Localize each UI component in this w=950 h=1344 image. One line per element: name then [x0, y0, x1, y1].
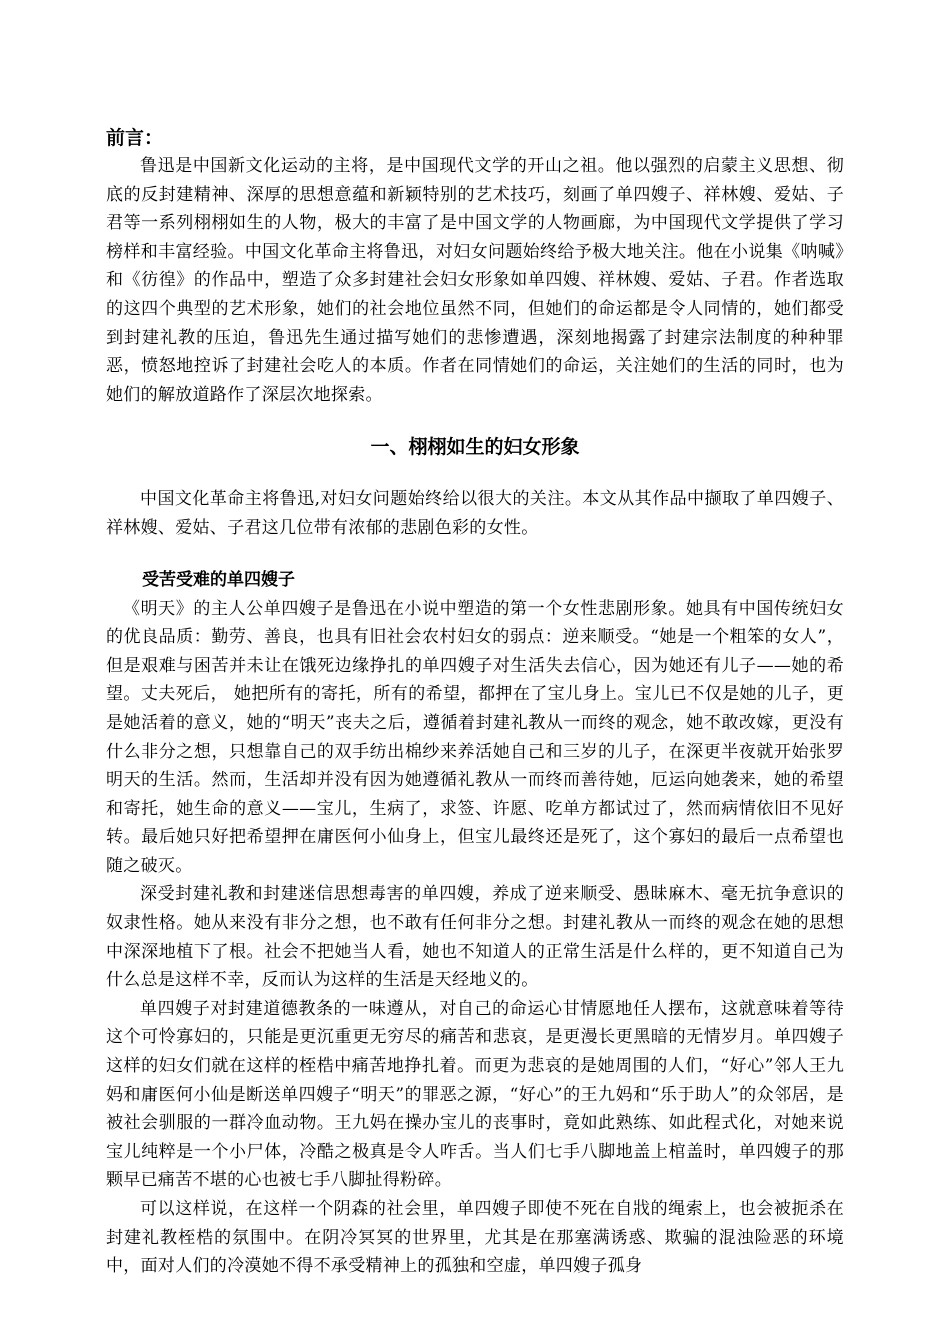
subsection-title: 受苦受难的单四嫂子: [142, 569, 295, 590]
section-title: 一、栩栩如生的妇女形象: [370, 436, 580, 459]
body-paragraph: 单四嫂子对封建道德教条的一味遵从，对自己的命运心甘情愿地任人摆布，这就意味着等待这个可怜寡妇的，只能是更沉重更无穷尽的痛苦和悲哀，是更漫长更黑暗的无情岁月。单四嫂子这样的妇女们就在这样的桎梏中痛苦地挣扎着。而更为悲哀的是她周围的人们，“好心”邻人王九妈和庸医何小仙是断送单四嫂子“明天”的罪恶之源，“好心”的王九妈和“乐于助人”的众邻居，是被社会驯服的一群冷血动物。王九妈在操办宝儿的丧事时，竟如此熟练、如此程式化，对她来说宝儿纯粹是一个小尸体，冷酷之极真是令人咋舌。当人们七手八脚地盖上棺盖时，单四嫂子的那颗早已痛苦不堪的心也被七手八脚扯得粉碎。: [106, 998, 844, 1191]
body-paragraph: 可以这样说，在这样一个阴森的社会里，单四嫂子即使不死在自戕的绳索上，也会被扼杀在封建礼教桎梏的氛围中。在阴冷冥冥的世界里，尤其是在那塞满诱惑、欺骗的混浊险恶的环境中，面对人们的冷漠她不得不承受精神上的孤独和空虚，单四嫂子孤身: [106, 1199, 844, 1277]
body-paragraph: 深受封建礼教和封建迷信思想毒害的单四嫂，养成了逆来顺受、愚昧麻木、毫无抗争意识的奴隶性格。她从来没有非分之想，也不敢有任何非分之想。封建礼教从一而终的观念在她的思想中深深地植下了根。社会不把她当人看，她也不知道人的正常生活是什么样的，更不知道自己为什么总是这样不幸，反而认为这样的生活是天经地义的。: [106, 884, 844, 991]
body-paragraph: 《明天》的主人公单四嫂子是鲁迅在小说中塑造的第一个女性悲剧形象。她具有中国传统妇女的优良品质：勤劳、善良，也具有旧社会农村妇女的弱点：逆来顺受。“她是一个粗笨的女人”， 但是艰难与困苦并未让在饿死边缘挣扎的单四嫂子对生活失去信心，因为她还有儿子——她的希望。丈夫死后， 她把所有的寄托，所有的希望，都押在了宝儿身上。宝儿已不仅是她的儿子，更是她活着的意义，她的“明天”丧夫之后，遵循着封建礼教从一而终的观念，她不敢改嫁，更没有什么非分之想，只想靠自己的双手纺出棉纱来养活她自己和三岁的儿子，在深更半夜就开始张罗明天的生活。然而，生活却并没有因为她遵循礼教从一而终而善待她，厄运向她袭来，她的希望和寄托，她生命的意义——宝儿，生病了，求签、许愿、吃单方都试过了，然而病情依旧不见好转。最后她只好把希望押在庸医何小仙身上，但宝儿最终还是死了，这个寡妇的最后一点希望也随之破灭。: [106, 598, 844, 876]
preface-title: 前言：: [106, 127, 164, 149]
preface-paragraph: 鲁迅是中国新文化运动的主将，是中国现代文学的开山之祖。他以强烈的启蒙主义思想、彻底的反封建精神、深厚的思想意蕴和新颖特别的艺术技巧，刻画了单四嫂子、祥林嫂、爱姑、子君等一系列栩栩如生的人物，极大的丰富了是中国文学的人物画廊，为中国现代文学提供了学习榜样和丰富经验。中国文化革命主将鲁迅，对妇女问题始终给予极大地关注。他在小说集《呐喊》和《彷徨》的作品中，塑造了众多封建社会妇女形象如单四嫂、祥林嫂、爱姑、子君。作者选取的这四个典型的艺术形象，她们的社会地位虽然不同，但她们的命运都是令人同情的，她们都受到封建礼教的压迫，鲁迅先生通过描写她们的悲惨遭遇，深刻地揭露了封建宗法制度的种种罪恶，愤怒地控诉了封建社会吃人的本质。作者在同情她们的命运，关注她们的生活的同时，也为她们的解放道路作了深层次地探索。: [106, 156, 844, 405]
section-intro-paragraph: 中国文化革命主将鲁迅,对妇女问题始终给以很大的关注。本文从其作品中撷取了单四嫂子、祥林嫂、爱姑、子君这几位带有浓郁的悲剧色彩的女性。: [106, 489, 844, 538]
